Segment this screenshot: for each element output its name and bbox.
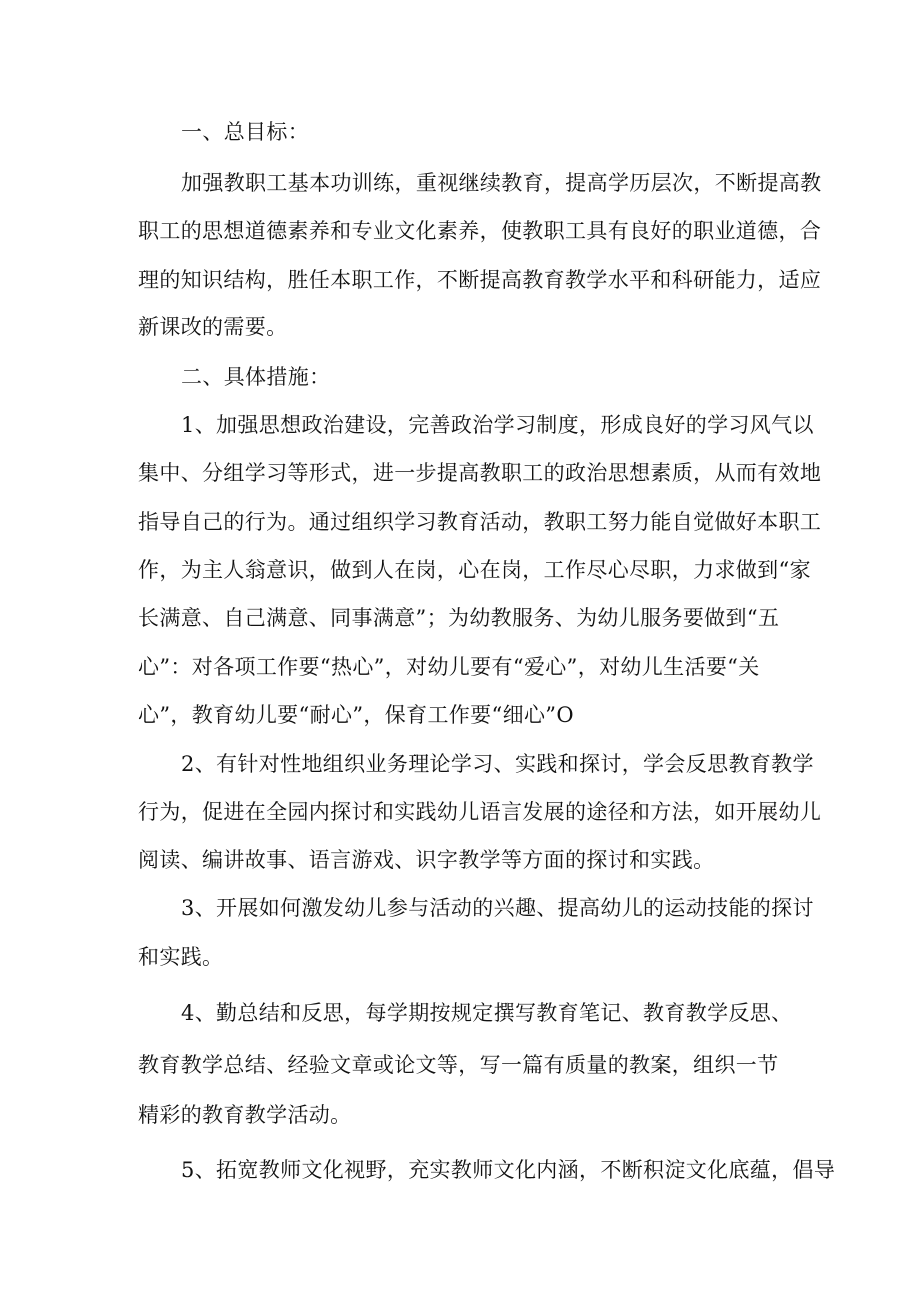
item2-line: 行为，促进在全园内探讨和实践幼儿语言发展的途径和方法，如开展幼儿 <box>138 800 822 824</box>
heading-measures: 二、具体措施： <box>181 365 331 389</box>
item5-line: 5、拓宽教师文化视野，充实教师文化内涵，不断积淀文化底蕴，倡导 <box>181 1158 836 1182</box>
item2-line: 2、有针对性地组织业务理论学习、实践和探讨，学会反思教育教学 <box>181 752 814 776</box>
item1-line: 指导自己的行为。通过组织学习教育活动，教职工努力能自觉做好本职工 <box>138 510 822 534</box>
item1-line: 心”：对各项工作要“热心”，对幼儿要有“爱心”，对幼儿生活要“关 <box>138 655 760 679</box>
goal-line: 加强教职工基本功训练，重视继续教育，提高学历层次，不断提高教 <box>181 171 822 195</box>
item4-line: 教育教学总结、经验文章或论文等，写一篇有质量的教案，组织一节 <box>138 1053 779 1077</box>
item1-line: 1、加强思想政治建设，完善政治学习制度，形成良好的学习风气以 <box>181 413 814 437</box>
item1-line: 长满意、自己满意、同事满意”；为幼教服务、为幼儿服务要做到“五 <box>138 606 780 630</box>
item1-line: 心”，教育幼儿要“耐心”，保育工作要“细心”O <box>138 703 574 727</box>
goal-line: 理的知识结构，胜任本职工作，不断提高教育教学水平和科研能力，适应 <box>138 268 822 292</box>
goal-line: 职工的思想道德素养和专业文化素养，使教职工具有良好的职业道德，合 <box>138 219 822 243</box>
heading-general-goal: 一、总目标： <box>181 120 310 144</box>
item3-line: 3、开展如何激发幼儿参与活动的兴趣、提高幼儿的运动技能的探讨 <box>181 896 814 920</box>
item2-line: 阅读、编讲故事、语言游戏、识字教学等方面的探讨和实践。 <box>138 848 715 872</box>
goal-line: 新课改的需要。 <box>138 315 288 339</box>
item4-line: 精彩的教育教学活动。 <box>138 1103 352 1127</box>
item1-line: 集中、分组学习等形式，进一步提高教职工的政治思想素质，从而有效地 <box>138 461 822 485</box>
item3-line: 和实践。 <box>138 945 224 969</box>
item1-line: 作，为主人翁意识，做到人在岗，心在岗，工作尽心尽职，力求做到“家 <box>138 558 811 582</box>
item4-line: 4、勤总结和反思，每学期按规定撰写教育笔记、教育教学反思、 <box>181 1001 793 1025</box>
